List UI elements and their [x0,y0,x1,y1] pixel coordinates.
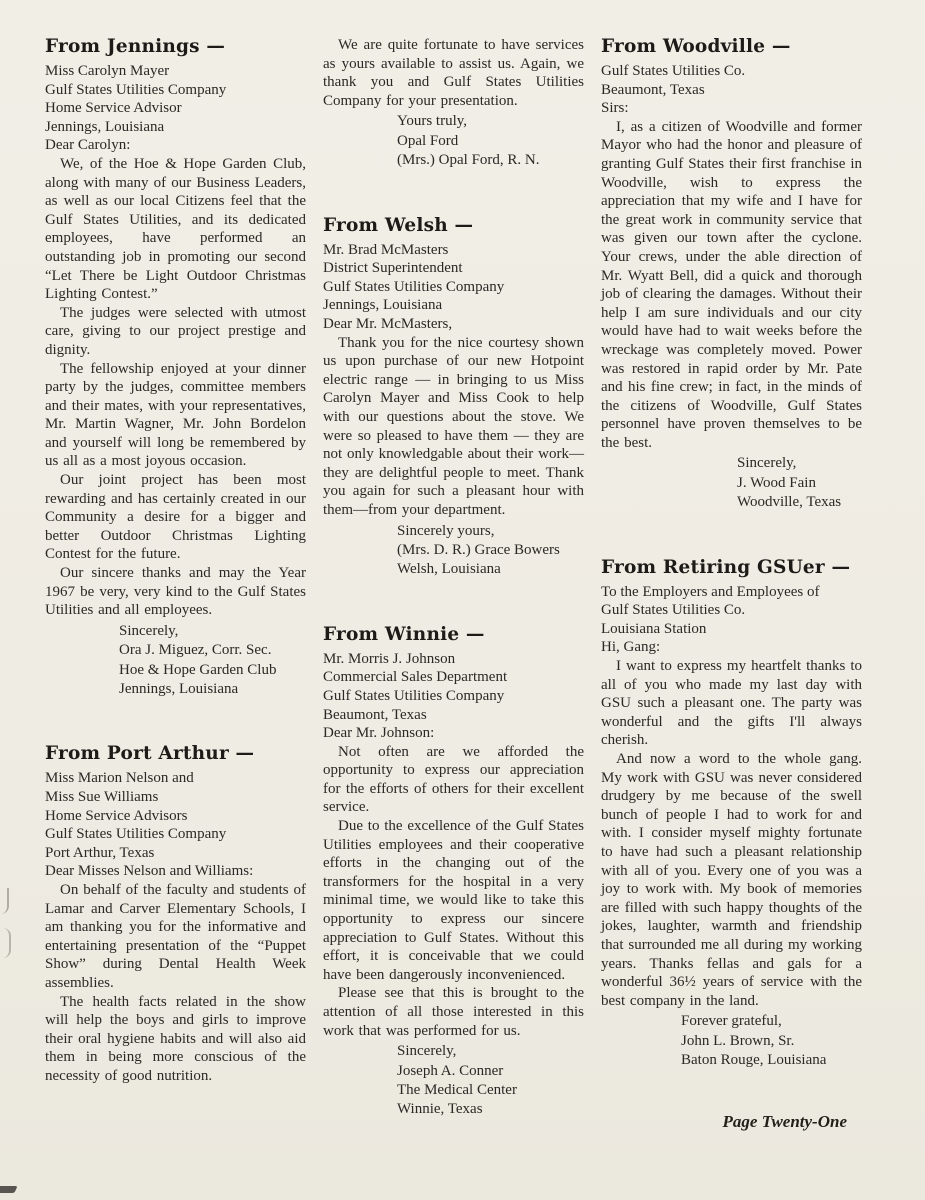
signature-block [601,1012,862,1070]
address-line: Home Service Advisor [45,100,182,117]
letter-paragraph: Our joint project has been most rewarding and has certainly created in our Community a desire for a bigger and better Outdoor Christmas Lighting Contest for the future. [45,472,306,563]
letter-paragraph: I, as a citizen of Woodville and former Mayor who had the honor and pleasure of granting Gulf States their first franchise in Woodville, wish to express the appreciation that my wife and I have for the great work in community service that was given our town after the cyclone. Your crews, under the able direction of Mr. Wyatt Bell, did a quick and thorough job of clearing the damages. Without their help I am sure individuals and our city would have had to wait weeks before the wreckage was completely moved. Power was restored in rapid order by Mr. Pate and his fine crew; in fact, in the minds of the citizens of Woodville, Gulf States personnel have proven themselves to be the best. [601,118,862,451]
letter-block [323,624,584,1120]
signature-line: (Mrs. D. R.) Grace Bowers [397,541,560,558]
address-line: Dear Mr. McMasters, [323,315,453,332]
letter-paragraph: And now a word to the whole gang. My work with GSU was never considered drudgery by me because of the swell bunch of people I had to work for and with. I consider myself mighty fortunate to have had such a pleasant relationship with all of you. Every one of you was a joy to work with. My book of memories are filled with such happy thoughts of the jokes, laughter, warmth and friendship that surrounded me all during my working years. Thanks fellas and gals for a wonderful 36½ years of service with the best company in the land. [601,751,862,1009]
letter-block [323,215,584,580]
letter-heading: From Woodville — [601,36,791,57]
letter-paragraph: We are quite fortunate to have services as yours available to assist us. Again, we thank you and Gulf States Utilities Company for your presentation. [323,37,584,109]
signature-line: Winnie, Texas [397,1101,483,1118]
address-line: Dear Misses Nelson and Williams: [45,863,254,880]
letter-paragraph: Please see that this is brought to the attention of all those interested in this work that was performed for us. [323,985,584,1039]
signature-block [45,622,306,700]
column-1 [45,36,306,1120]
address-line: Jennings, Louisiana [45,118,165,135]
letter-block [45,743,306,1085]
column-3 [601,36,862,1120]
address-line: Miss Carolyn Mayer [45,63,170,79]
address-line: Dear Carolyn: [45,137,131,154]
address-line: Sirs: [601,100,629,117]
signature-line: Joseph A. Conner [397,1062,504,1079]
signature-line: The Medical Center [397,1082,517,1098]
signature-line: Sincerely, [397,1043,457,1060]
address-line: Dear Mr. Johnson: [323,725,435,742]
address-line: Mr. Morris J. Johnson [323,650,456,667]
column-2 [323,36,584,1120]
address-line: Home Service Advisors [45,807,188,824]
letter-paragraph: Not often are we afforded the opportunity to express our appreciation for the efforts of others for their excellent service. [323,743,584,816]
signature-line: Ora J. Miguez, Corr. Sec. [119,642,272,659]
signature-line: Welsh, Louisiana [397,561,501,578]
scan-artifact-edge-mark [1,928,11,958]
address-line: Miss Marion Nelson and [45,770,194,787]
address-line: Gulf States Utilities Company [45,81,227,98]
letter-paragraph: The judges were selected with utmost care, giving to our project prestige and dignity. [45,304,306,358]
letter-paragraph: The health facts related in the show will help the boys and girls to improve their oral hygiene habits and will also aid them in being more conscious of the necessity of good nutrition. [45,993,306,1084]
letters-columns [45,36,862,1120]
signature-line: Woodville, Texas [737,494,842,511]
letter-block [601,557,862,1071]
address-line: Beaumont, Texas [601,81,705,98]
signature-line: Forever grateful, [681,1013,782,1030]
signature-line: (Mrs.) Opal Ford, R. N. [397,152,540,169]
signature-line: Hoe & Hope Garden Club [119,661,277,678]
letter-paragraph: We, of the Hoe & Hope Garden Club, along with many of our Business Leaders, as well as our local Citizens feel that the Gulf States Utilities, and its dedicated employees, have performed an outstanding job in promoting our second “Let There be Light Outdoor Christmas Lighting Contest.” [45,155,306,303]
signature-line: Sincerely, [737,455,797,472]
letter-paragraph: On behalf of the faculty and students of Lamar and Carver Elementary Schools, I am thanking you for the informative and entertaining presentation of the “Puppet Show” during Dental Health Week assemblies. [45,882,306,991]
letter-heading: From Welsh — [323,214,474,236]
signature-block [323,1042,584,1120]
signature-line: J. Wood Fain [737,474,816,491]
letter-block [601,36,862,513]
address-line: Gulf States Utilities Company [323,278,505,295]
address-line: Jennings, Louisiana [323,297,443,314]
letter-heading: From Port Arthur — [45,743,255,765]
address-line: Miss Sue Williams [45,789,159,806]
address-line: Gulf States Utilities Co. [601,63,746,79]
letter-paragraph: Thank you for the nice courtesy shown us upon purchase of our new Hotpoint electric range — in bringing to us Miss Carolyn Mayer and Miss Cook to help with our questions about the stove. We were so pleased to have them — they are not only knowledgable about their work—they are delightful people to meet. Thank you again for such a pleasant hour with them—from your department. [323,334,584,518]
letter-heading: From Retiring GSUer — [601,556,851,578]
signature-block [323,522,584,580]
letter-paragraph: I want to express my heartfelt thanks to all of you who made my last day with GSU such a pleasant one. The party was wonderful and the gifts I'll always cherish. [601,658,862,749]
address-line: Gulf States Utilities Company [323,687,505,704]
address-line: Commercial Sales Department [323,669,508,686]
letter-block [323,36,584,171]
signature-line: Jennings, Louisiana [119,681,239,698]
address-line: Mr. Brad McMasters [323,241,449,258]
address-line: Louisiana Station [601,620,707,637]
signature-line: Yours truly, [397,113,468,130]
letter-heading: From Jennings — [45,36,226,57]
scan-artifact-edge-mark [0,888,9,914]
scan-artifact-corner-mark [0,1186,18,1193]
page-number: Page Twenty-One [722,1112,847,1131]
letter-paragraph: The fellowship enjoyed at your dinner party by the judges, committee members and their mates, with your representatives, Mr. Martin Wagner, Mr. John Bordelon and yourself will long be remembered by us all as a most joyous occasion. [45,360,306,470]
letter-heading: From Winnie — [323,623,485,645]
signature-line: John L. Brown, Sr. [681,1032,795,1049]
address-line: Port Arthur, Texas [45,844,155,861]
letter-paragraph: Our sincere thanks and may the Year 1967 be very, very kind to the Gulf States Utilities and all employees. [45,565,306,619]
signature-line: Sincerely yours, [397,522,495,539]
signature-line: Opal Ford [397,132,459,149]
signature-block [601,454,862,512]
letter-block [45,36,306,699]
address-line: Hi, Gang: [601,639,661,656]
signature-line: Sincerely, [119,622,179,639]
address-line: Beaumont, Texas [323,706,427,723]
address-line: To the Employers and Employees of [601,583,820,600]
address-line: Gulf States Utilities Company [45,826,227,843]
address-line: Gulf States Utilities Co. [601,602,746,619]
signature-block [323,112,584,170]
letter-paragraph: Due to the excellence of the Gulf States Utilities employees and their cooperative efforts in the changing out of the transformers for the hospital in a very minimal time, we would like to take this opportunity to express our sincere appreciation to Gulf States. Without this effort, it is conceivable that we could have been dangerously inconvenienced. [323,818,584,983]
signature-line: Baton Rouge, Louisiana [681,1052,827,1069]
address-line: District Superintendent [323,260,463,277]
